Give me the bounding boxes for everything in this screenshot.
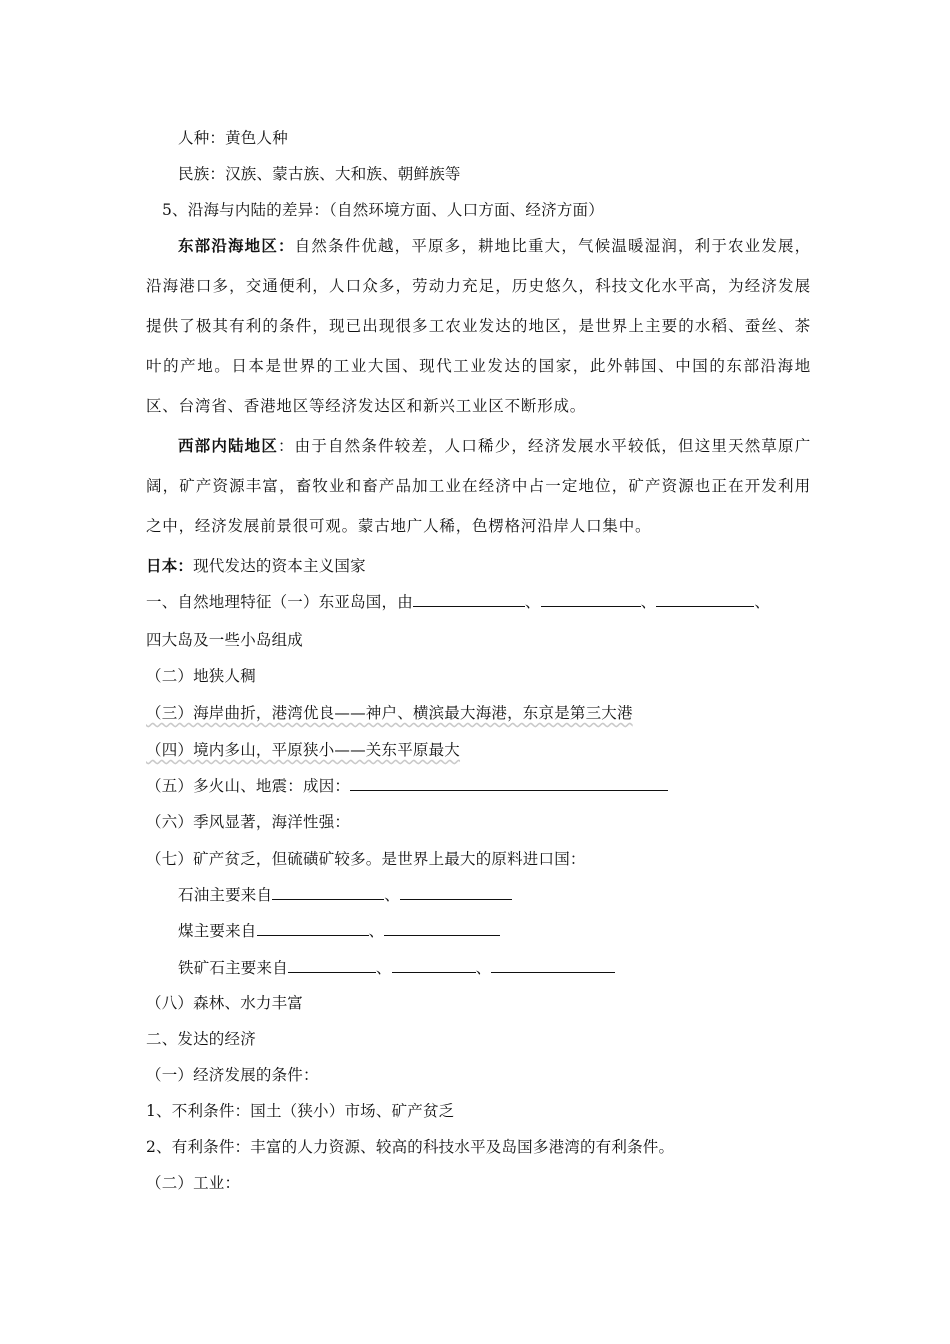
oil-source-line xyxy=(178,885,512,905)
island-blank-2[interactable] xyxy=(541,592,641,607)
section-2-1b: 2、有利条件：丰富的人力资源、较高的科技水平及岛国多港湾的有利条件。 xyxy=(146,1138,675,1156)
japan-title-text: 现代发达的资本主义国家 xyxy=(193,557,366,575)
oil-label: 石油主要来自 xyxy=(178,886,273,904)
section-1-8: （八）森林、水力丰富 xyxy=(146,994,304,1012)
separator: 、 xyxy=(475,959,492,977)
japan-label: 日本： xyxy=(146,556,194,575)
section-2-1: （一）经济发展的条件： xyxy=(146,1066,319,1084)
separator: 、 xyxy=(524,593,541,611)
section-1-5-text: （五）多火山、地震：成因： xyxy=(146,777,351,795)
section-1-5 xyxy=(146,776,668,796)
section-1-3 xyxy=(146,703,633,723)
island-blank-1[interactable] xyxy=(413,592,525,607)
separator: 、 xyxy=(384,886,400,904)
coal-label: 煤主要来自 xyxy=(178,922,257,940)
section-2-heading: 二、发达的经济 xyxy=(146,1030,256,1048)
section-1-3-text: （三）海岸曲折，港湾优良——神户、横滨最大海港，东京是第三大港 xyxy=(146,704,633,722)
iron-source-line xyxy=(178,958,615,978)
section-1-continued: 四大岛及一些小岛组成 xyxy=(146,631,304,649)
section-1-6: （六）季风显著，海洋性强： xyxy=(146,813,351,831)
separator: 、 xyxy=(368,922,385,940)
oil-blank-1[interactable] xyxy=(272,885,384,900)
section-1-prefix: 一、自然地理特征（一）东亚岛国，由 xyxy=(146,593,413,611)
section-2-1a: 1、不利条件：国土（狭小）市场、矿产贫乏 xyxy=(146,1102,455,1120)
iron-blank-3[interactable] xyxy=(491,958,615,973)
section-2-2: （二）工业： xyxy=(146,1174,241,1192)
east-coast-paragraph xyxy=(146,226,811,426)
iron-label: 铁矿石主要来自 xyxy=(178,959,288,977)
race-line: 人种：黄色人种 xyxy=(178,129,288,147)
section-1-line xyxy=(146,592,770,612)
coal-blank-1[interactable] xyxy=(257,921,369,936)
separator: 、 xyxy=(375,959,392,977)
difference-heading: 5、沿海与内陆的差异：（自然环境方面、人口方面、经济方面） xyxy=(162,201,604,219)
coal-source-line xyxy=(178,921,500,941)
oil-blank-2[interactable] xyxy=(400,885,512,900)
volcano-cause-blank[interactable] xyxy=(350,776,668,791)
island-blank-3[interactable] xyxy=(656,592,754,607)
iron-blank-2[interactable] xyxy=(392,958,476,973)
ethnic-line: 民族：汉族、蒙古族、大和族、朝鲜族等 xyxy=(178,165,461,183)
separator: 、 xyxy=(640,593,657,611)
west-inland-text: ：由于自然条件较差，人口稀少，经济发展水平较低，但这里天然草原广阔，矿产资源丰富，畜牧业和畜产品加工业在经济中占一定地位，矿产资源也正在开发利用之中，经济发展前景很可观。蒙古地广人稀，色楞格河沿岸人口集中。 xyxy=(146,437,811,535)
section-1-4-text: （四）境内多山，平原狭小——关东平原最大 xyxy=(146,741,461,759)
west-inland-paragraph xyxy=(146,426,811,546)
east-coast-label: 东部沿海地区： xyxy=(178,236,295,255)
separator: 、 xyxy=(754,593,771,611)
section-1-2: （二）地狭人稠 xyxy=(146,667,256,685)
japan-title xyxy=(146,556,366,576)
east-coast-text: 自然条件优越，平原多，耕地比重大，气候温暖湿润，利于农业发展，沿海港口多，交通便利，人口众多，劳动力充足，历史悠久，科技文化水平高，为经济发展提供了极其有利的条件，现已出现很多工农业发达的地区，是世界上主要的水稻、蚕丝、茶叶的产地。日本是世界的工业大国、现代工业发达的国家，此外韩国、中国的东部沿海地区、台湾省、香港地区等经济发达区和新兴工业区不断形成。 xyxy=(146,237,811,415)
west-inland-label: 西部内陆地区 xyxy=(178,436,279,455)
section-1-7: （七）矿产贫乏，但硫磺矿较多。是世界上最大的原料进口国： xyxy=(146,850,586,868)
section-1-4 xyxy=(146,740,460,760)
iron-blank-1[interactable] xyxy=(288,958,376,973)
coal-blank-2[interactable] xyxy=(384,921,500,936)
